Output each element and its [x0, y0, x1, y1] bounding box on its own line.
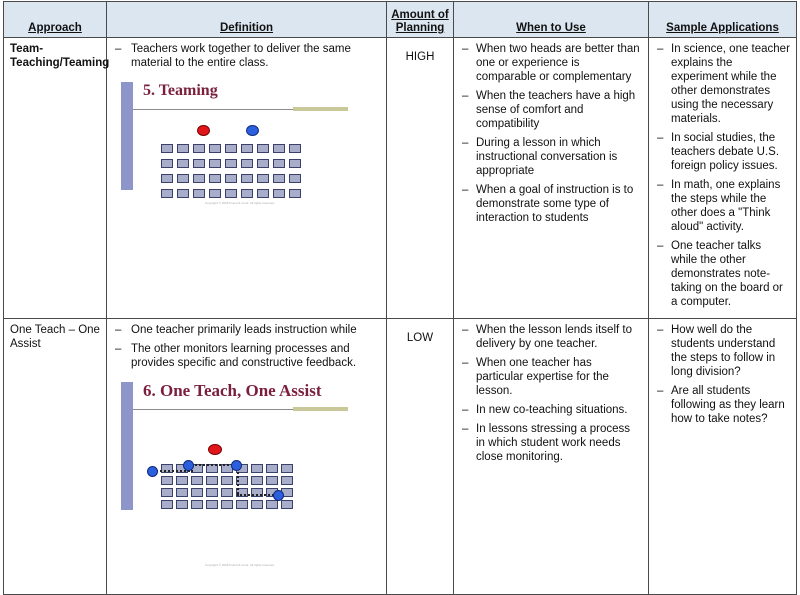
- student-desk: [251, 464, 263, 473]
- planning-cell: LOW: [387, 319, 454, 595]
- student-desk: [289, 159, 301, 168]
- student-desk: [209, 144, 221, 153]
- student-desk: [193, 144, 205, 153]
- student-desk: [221, 500, 233, 509]
- student-desk: [225, 144, 237, 153]
- student-desk: [281, 476, 293, 485]
- table-row: [4, 38, 797, 319]
- student-desk: [193, 189, 205, 198]
- assist-stop-icon: [147, 466, 158, 477]
- teacher-blue-icon: [246, 125, 259, 136]
- slide-title: 6. One Teach, One Assist: [143, 381, 322, 400]
- header-row: [4, 2, 797, 38]
- approach-cell: One Teach – One Assist: [4, 319, 107, 595]
- student-desk: [241, 174, 253, 183]
- student-desk: [191, 500, 203, 509]
- student-desk: [257, 144, 269, 153]
- student-desk: [273, 174, 285, 183]
- slide-accent: [293, 407, 348, 411]
- list-item: – When one teacher has particular expertise for the lesson.: [460, 356, 642, 398]
- student-desk: [266, 500, 278, 509]
- student-desk: [177, 189, 189, 198]
- student-desk: [161, 476, 173, 485]
- student-desk: [221, 488, 233, 497]
- student-desk: [161, 189, 173, 198]
- student-desk: [206, 476, 218, 485]
- header-sample-applications: Sample Applications: [649, 2, 797, 38]
- approach-cell: Team-Teaching/Teaming: [4, 38, 107, 319]
- assist-path: [187, 464, 237, 466]
- student-desk: [191, 488, 203, 497]
- teacher-red-icon: [208, 444, 222, 455]
- student-desk: [161, 144, 173, 153]
- table-row: [4, 319, 797, 595]
- student-desk: [191, 476, 203, 485]
- student-desk: [281, 500, 293, 509]
- when-to-use-cell: [454, 38, 649, 319]
- list-item: – During a lesson in which instructional conversation is appropriate: [460, 136, 642, 178]
- student-desk: [176, 488, 188, 497]
- student-desk: [225, 174, 237, 183]
- student-desk: [273, 189, 285, 198]
- student-desk: [266, 476, 278, 485]
- student-desk: [176, 476, 188, 485]
- student-desk: [221, 476, 233, 485]
- slide-title: 5. Teaming: [143, 82, 218, 99]
- student-desk: [273, 144, 285, 153]
- student-desk: [281, 464, 293, 473]
- header-approach: Approach: [4, 2, 107, 38]
- student-desk: [225, 159, 237, 168]
- header-definition: Definition: [107, 2, 387, 38]
- list-item: – When a goal of instruction is to demonstrate some type of interaction to students: [460, 183, 642, 225]
- student-desk: [177, 159, 189, 168]
- student-desk: [209, 159, 221, 168]
- student-desk: [257, 159, 269, 168]
- student-desk: [251, 476, 263, 485]
- assist-stop-icon: [231, 460, 242, 471]
- student-desk: [161, 488, 173, 497]
- student-desk: [177, 174, 189, 183]
- student-desk: [289, 174, 301, 183]
- student-desk: [289, 189, 301, 198]
- one-teach-one-assist-slide-image: [113, 381, 322, 572]
- list-item: – In new co-teaching situations.: [460, 403, 642, 417]
- student-desk: [257, 174, 269, 183]
- slide-sidebar: [121, 82, 133, 190]
- header-when-to-use: When to Use: [454, 2, 649, 38]
- list-item: – The other monitors learning processes and provides specific and constructive feedback.: [113, 342, 380, 370]
- student-desk: [206, 488, 218, 497]
- list-item: – In science, one teacher explains the experiment while the other demonstrates using the necessary materials.: [655, 42, 790, 126]
- list-item: – How well do the students understand the steps to follow in long division?: [655, 323, 790, 379]
- definition-cell: [107, 38, 387, 319]
- list-item: – Teachers work together to deliver the same material to the entire class.: [113, 42, 380, 70]
- student-desk: [236, 500, 248, 509]
- student-desk: [209, 174, 221, 183]
- student-desk: [161, 159, 173, 168]
- definition-cell: [107, 319, 387, 595]
- student-desk: [241, 144, 253, 153]
- slide-accent: [293, 107, 348, 111]
- student-desk: [161, 174, 173, 183]
- teacher-red-icon: [197, 125, 210, 136]
- student-desk: [206, 500, 218, 509]
- co-teaching-table: [3, 1, 797, 595]
- list-item: – In social studies, the teachers debate U.S. foreign policy issues.: [655, 131, 790, 173]
- slide-copyright: Copyright © 2008 Friend & Cook. All rights reserved.: [205, 201, 275, 205]
- list-item: – When the lesson lends itself to delivery by one teacher.: [460, 323, 642, 351]
- student-desk: [177, 144, 189, 153]
- student-desk: [176, 500, 188, 509]
- planning-cell: HIGH: [387, 38, 454, 319]
- samples-cell: [649, 38, 797, 319]
- teaming-slide-image: [113, 82, 303, 212]
- student-desk: [251, 500, 263, 509]
- when-to-use-cell: [454, 319, 649, 595]
- student-desk: [241, 159, 253, 168]
- list-item: – In math, one explains the steps while the other does a "Think aloud" activity.: [655, 178, 790, 234]
- slide-copyright: Copyright © 2008 Friend & Cook. All rights reserved.: [205, 563, 275, 567]
- list-item: – In lessons stressing a process in which student work needs close monitoring.: [460, 422, 642, 464]
- slide-rule: [133, 409, 303, 410]
- list-item: – When the teachers have a high sense of comfort and compatibility: [460, 89, 642, 131]
- samples-cell: [649, 319, 797, 595]
- student-desk: [266, 464, 278, 473]
- list-item: – When two heads are better than one or experience is comparable or complementary: [460, 42, 642, 84]
- slide-rule: [133, 109, 303, 110]
- student-desk: [193, 159, 205, 168]
- assist-stop-icon: [273, 490, 284, 501]
- list-item: – One teacher primarily leads instruction while: [113, 323, 380, 337]
- assist-stop-icon: [183, 460, 194, 471]
- student-desk: [161, 500, 173, 509]
- student-desk: [289, 144, 301, 153]
- header-planning: Amount of Planning: [387, 2, 454, 38]
- student-desk: [273, 159, 285, 168]
- slide-sidebar: [121, 382, 133, 510]
- list-item: – One teacher talks while the other demonstrates note-taking on the board or a computer.: [655, 239, 790, 309]
- assist-path: [237, 494, 277, 496]
- list-item: – Are all students following as they learn how to take notes?: [655, 384, 790, 426]
- student-desk: [193, 174, 205, 183]
